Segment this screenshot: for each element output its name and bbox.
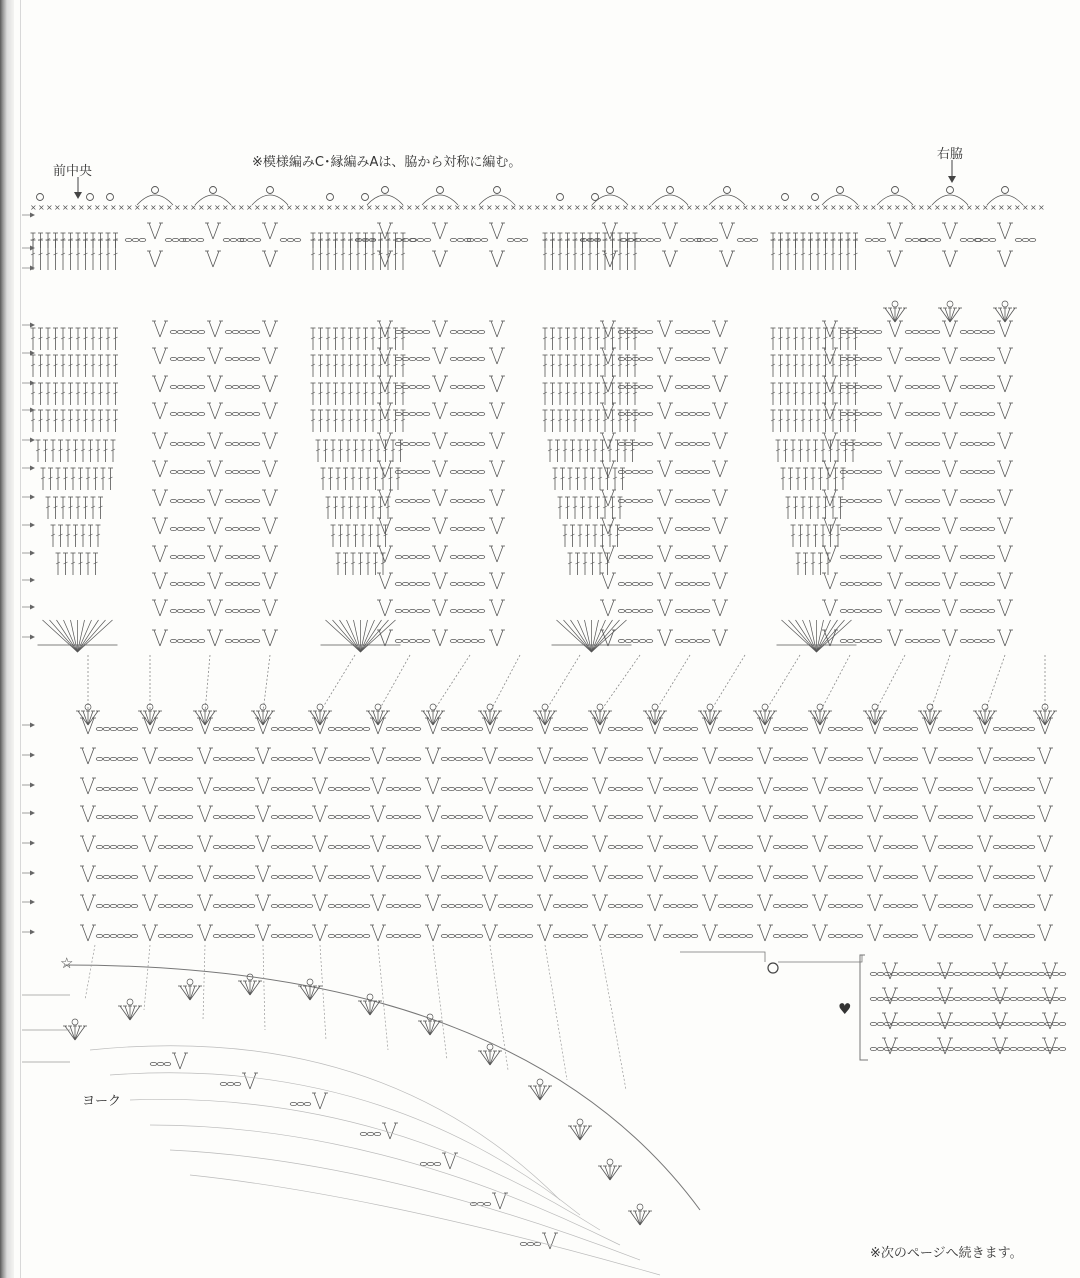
svg-text:×: × [414, 203, 421, 212]
svg-text:×: × [494, 203, 501, 212]
svg-text:×: × [94, 203, 101, 212]
svg-text:×: × [366, 203, 373, 212]
svg-text:×: × [238, 203, 245, 212]
svg-text:×: × [302, 203, 309, 212]
svg-text:×: × [662, 203, 669, 212]
svg-text:×: × [718, 203, 725, 212]
svg-text:×: × [814, 203, 821, 212]
svg-text:×: × [118, 203, 125, 212]
svg-text:×: × [142, 203, 149, 212]
right-side-panel [680, 952, 1066, 1060]
svg-text:×: × [574, 203, 581, 212]
svg-text:×: × [46, 203, 53, 212]
svg-text:×: × [910, 203, 917, 212]
svg-text:×: × [542, 203, 549, 212]
svg-text:×: × [894, 203, 901, 212]
svg-text:×: × [806, 203, 813, 212]
svg-text:×: × [430, 203, 437, 212]
svg-text:×: × [942, 203, 949, 212]
svg-text:×: × [246, 203, 253, 212]
right-side-arrowhead [948, 176, 956, 183]
svg-text:×: × [446, 203, 453, 212]
right-side-label: 右脇 [937, 147, 964, 162]
svg-text:×: × [470, 203, 477, 212]
svg-text:×: × [734, 203, 741, 212]
continued-note: ※次のページへ続きます。 [870, 1246, 1023, 1261]
svg-text:×: × [318, 203, 325, 212]
svg-text:×: × [278, 203, 285, 212]
svg-text:×: × [766, 203, 773, 212]
svg-text:×: × [230, 203, 237, 212]
svg-text:×: × [646, 203, 653, 212]
svg-text:×: × [54, 203, 61, 212]
svg-text:×: × [726, 203, 733, 212]
svg-text:×: × [958, 203, 965, 212]
yoke-section [63, 945, 700, 1275]
svg-text:×: × [606, 203, 613, 212]
svg-text:×: × [886, 203, 893, 212]
edging-a-section [30, 187, 1045, 213]
start-ring-icon [768, 963, 778, 973]
svg-text:×: × [198, 203, 205, 212]
svg-text:×: × [582, 203, 589, 212]
svg-text:×: × [1022, 203, 1029, 212]
svg-text:×: × [870, 203, 877, 212]
svg-text:×: × [1038, 203, 1045, 212]
svg-text:×: × [566, 203, 573, 212]
svg-text:×: × [454, 203, 461, 212]
lower-pattern-section [76, 655, 1057, 941]
svg-text:×: × [70, 203, 77, 212]
upper-body-pattern-section [31, 223, 1036, 270]
svg-text:×: × [222, 203, 229, 212]
svg-text:×: × [694, 203, 701, 212]
svg-text:×: × [990, 203, 997, 212]
svg-text:×: × [270, 203, 277, 212]
svg-text:×: × [342, 203, 349, 212]
svg-text:×: × [710, 203, 717, 212]
svg-text:×: × [422, 203, 429, 212]
svg-text:×: × [182, 203, 189, 212]
svg-text:×: × [110, 203, 117, 212]
svg-text:×: × [86, 203, 93, 212]
svg-text:×: × [214, 203, 221, 212]
svg-text:×: × [614, 203, 621, 212]
svg-text:×: × [678, 203, 685, 212]
svg-text:×: × [502, 203, 509, 212]
svg-text:×: × [286, 203, 293, 212]
svg-text:×: × [406, 203, 413, 212]
svg-text:×: × [854, 203, 861, 212]
svg-text:×: × [654, 203, 661, 212]
svg-text:×: × [862, 203, 869, 212]
svg-text:×: × [974, 203, 981, 212]
svg-text:×: × [686, 203, 693, 212]
svg-text:×: × [638, 203, 645, 212]
svg-text:×: × [190, 203, 197, 212]
svg-text:×: × [670, 203, 677, 212]
svg-text:×: × [598, 203, 605, 212]
svg-text:×: × [526, 203, 533, 212]
svg-text:×: × [1030, 203, 1037, 212]
svg-text:×: × [982, 203, 989, 212]
front-center-arrowhead [74, 192, 82, 199]
svg-text:×: × [838, 203, 845, 212]
svg-text:×: × [622, 203, 629, 212]
svg-text:×: × [822, 203, 829, 212]
svg-text:×: × [878, 203, 885, 212]
svg-text:×: × [174, 203, 181, 212]
svg-text:×: × [254, 203, 261, 212]
svg-text:×: × [326, 203, 333, 212]
svg-text:×: × [398, 203, 405, 212]
svg-text:×: × [742, 203, 749, 212]
svg-text:×: × [310, 203, 317, 212]
svg-text:×: × [134, 203, 141, 212]
svg-text:×: × [294, 203, 301, 212]
star-marker: ☆ [60, 954, 74, 972]
svg-text:×: × [334, 203, 341, 212]
svg-text:×: × [382, 203, 389, 212]
svg-text:×: × [950, 203, 957, 212]
svg-text:×: × [558, 203, 565, 212]
svg-text:×: × [782, 203, 789, 212]
svg-text:×: × [486, 203, 493, 212]
svg-text:×: × [846, 203, 853, 212]
svg-text:×: × [438, 203, 445, 212]
pattern-c-section [31, 301, 1018, 652]
instruction-note: ※模様編みC･縁編みAは、脇から対称に編む。 [252, 155, 522, 170]
svg-text:×: × [702, 203, 709, 212]
svg-text:×: × [590, 203, 597, 212]
svg-text:×: × [62, 203, 69, 212]
svg-text:×: × [830, 203, 837, 212]
svg-text:×: × [518, 203, 525, 212]
svg-text:×: × [902, 203, 909, 212]
svg-text:×: × [774, 203, 781, 212]
svg-text:×: × [374, 203, 381, 212]
svg-text:×: × [926, 203, 933, 212]
svg-text:×: × [630, 203, 637, 212]
svg-text:×: × [510, 203, 517, 212]
svg-text:×: × [934, 203, 941, 212]
svg-text:×: × [750, 203, 757, 212]
svg-text:×: × [350, 203, 357, 212]
svg-text:×: × [798, 203, 805, 212]
svg-text:×: × [1006, 203, 1013, 212]
svg-text:×: × [158, 203, 165, 212]
svg-text:×: × [262, 203, 269, 212]
svg-text:×: × [102, 203, 109, 212]
svg-text:×: × [966, 203, 973, 212]
svg-text:×: × [150, 203, 157, 212]
svg-text:×: × [918, 203, 925, 212]
svg-text:×: × [78, 203, 85, 212]
yoke-label: ヨーク [82, 1094, 122, 1109]
svg-text:×: × [126, 203, 133, 212]
svg-text:×: × [462, 203, 469, 212]
front-center-label: 前中央 [53, 164, 93, 179]
svg-text:×: × [534, 203, 541, 212]
svg-text:×: × [30, 203, 37, 212]
svg-text:×: × [478, 203, 485, 212]
svg-text:×: × [998, 203, 1005, 212]
svg-text:×: × [166, 203, 173, 212]
svg-text:×: × [758, 203, 765, 212]
heart-marker: ♥ [838, 1000, 852, 1018]
svg-text:×: × [390, 203, 397, 212]
svg-text:×: × [358, 203, 365, 212]
svg-text:×: × [206, 203, 213, 212]
svg-text:×: × [1014, 203, 1021, 212]
svg-text:×: × [790, 203, 797, 212]
svg-text:×: × [550, 203, 557, 212]
svg-text:×: × [38, 203, 45, 212]
